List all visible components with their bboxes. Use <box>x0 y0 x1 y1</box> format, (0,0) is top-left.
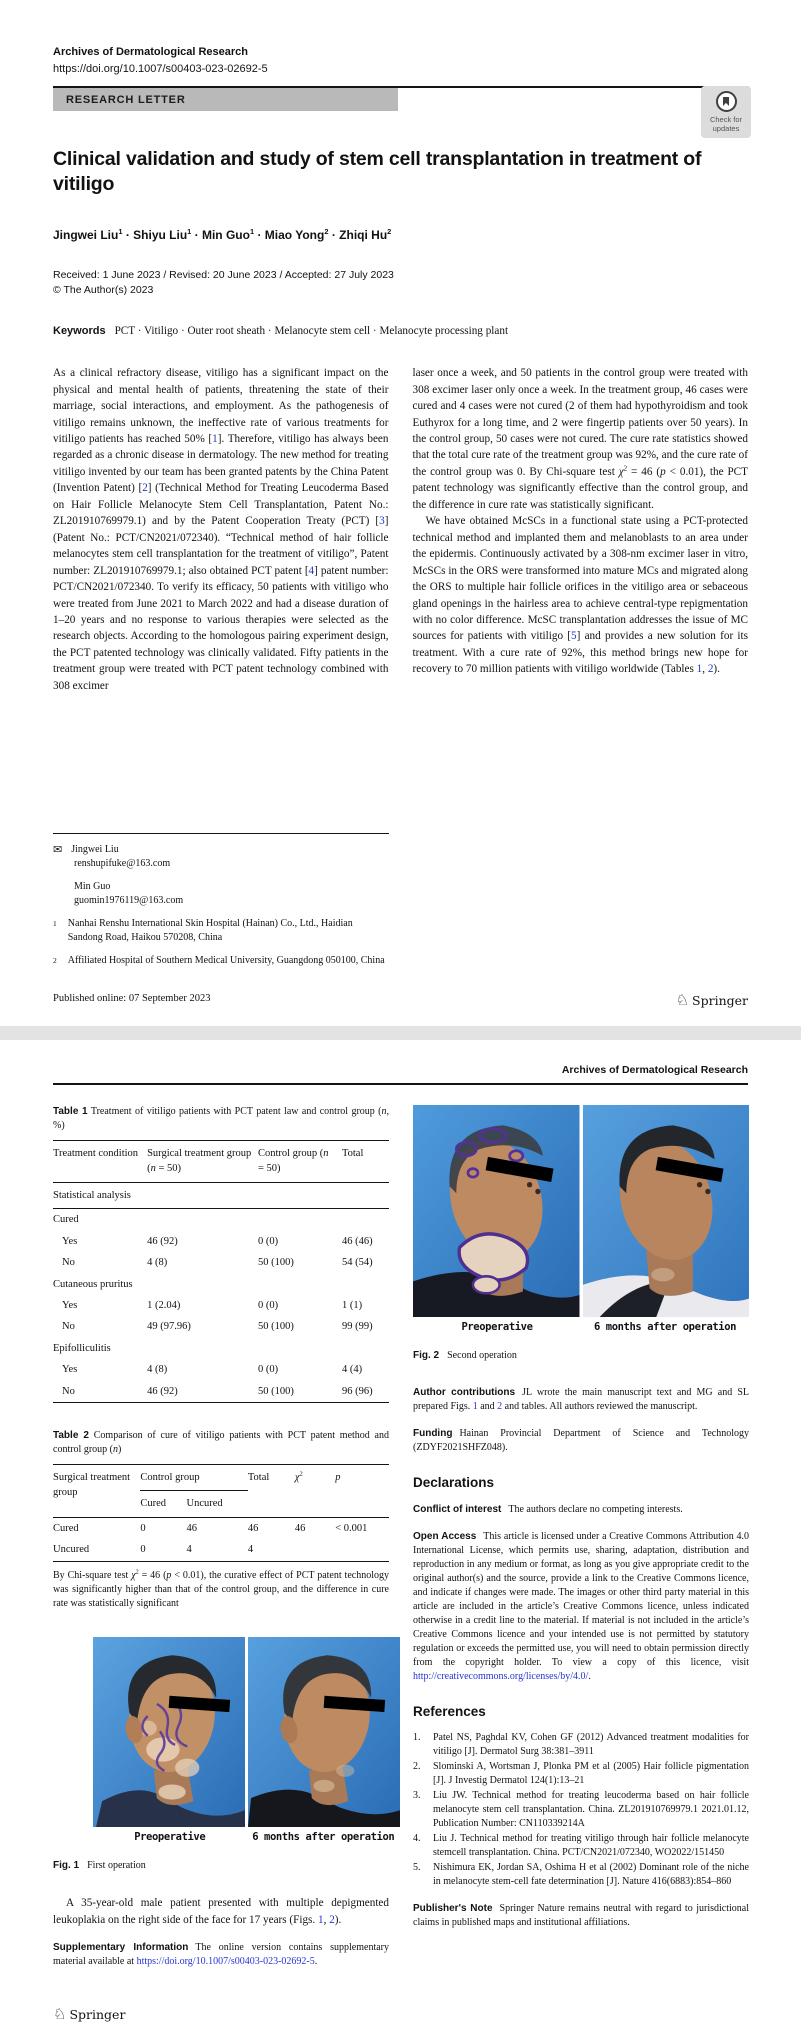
citation-link[interactable]: 4 <box>308 564 315 577</box>
column-header: Total <box>248 1465 295 1518</box>
footnote-block <box>53 833 389 968</box>
citation-link[interactable]: 1 <box>472 1400 478 1412</box>
table-row: No 49 (97.96) 50 (100) 99 (99) <box>62 1321 373 1333</box>
fig1-postoperative-photo <box>248 1637 400 1827</box>
table-row: Cured <box>53 1214 79 1226</box>
table-row: Yes 46 (92) 0 (0) 46 (46) <box>62 1235 373 1247</box>
citation-link[interactable]: 2 <box>142 482 148 495</box>
table-1 <box>53 1140 389 1403</box>
citation-link[interactable]: 5 <box>571 630 577 643</box>
page2-column-left <box>53 1105 395 1969</box>
published-online: Published online: 07 September 2023 <box>53 993 211 1004</box>
doi-link[interactable]: https://doi.org/10.1007/s00403-023-02692-5 <box>53 62 268 75</box>
column-header: Control group <box>140 1465 248 1491</box>
body-columns <box>53 365 748 694</box>
springer-logo: ♘ Springer <box>675 991 748 1009</box>
publishers-note: Publisher's Note Springer Nature remains neutral with regard to jurisdictional claims in published maps and institutional affiliations. <box>413 1902 749 1928</box>
page2-column-right <box>413 1105 749 1969</box>
table1-body <box>53 1209 389 1403</box>
fig2-photo-labels <box>413 1317 749 1333</box>
reference-item: 4. Liu J. Technical method for treating vitiligo through hair follicle melanocyte stemcell transplantation. China. PCT/CN2021/072340, WO2022/151450 <box>413 1832 749 1858</box>
table-row: Yes 4 (8) 0 (0) 4 (4) <box>62 1364 363 1376</box>
body-column-left <box>53 365 389 694</box>
column-header: Surgical treatment group (n = 50) <box>147 1141 258 1183</box>
authors-line: Jingwei Liu$^1$ · Shiyu Liu$^1$ · Min Guo$^1$ · Miao Yong$^2$ · Zhiqi Hu$^2$ <box>53 226 392 242</box>
table-row: Uncured 0 4 4 <box>53 1544 254 1556</box>
running-head: Archives of Dermatological Research <box>53 1064 748 1085</box>
citation-link[interactable]: http://creativecommons.org/licenses/by/4.0/ <box>413 1670 589 1682</box>
citation-link[interactable]: 3 <box>379 515 385 528</box>
article-type-banner: RESEARCH LETTER <box>53 88 398 111</box>
conflict-of-interest: Conflict of interest The authors declare no competing interests. <box>413 1503 683 1515</box>
figure-2 <box>413 1105 749 1333</box>
table-row: Epifolliculitis <box>53 1342 111 1354</box>
table2-caption: Table 2 Comparison of cure of vitiligo patients with PCT patent method and control group (n) <box>53 1430 389 1456</box>
fig2-postoperative-photo <box>583 1105 750 1317</box>
copyright-line: © The Author(s) 2023 <box>53 284 154 297</box>
body-column-right <box>413 365 749 694</box>
reference-item: 5. Nishimura EK, Jordan SA, Oshima H et al (2002) Dominant role of the niche in melanocyte stem-cell fate determination [J]. Nature 416(6883):854–860 <box>413 1861 749 1887</box>
table-row: No 4 (8) 50 (100) 54 (54) <box>62 1257 373 1269</box>
table-row: Cutaneous pruritus <box>53 1278 133 1290</box>
citation-link[interactable]: 1 <box>318 1913 324 1926</box>
column-header: Treatment condition <box>53 1141 147 1183</box>
declarations-heading: Declarations <box>413 1474 495 1490</box>
keywords-text: PCT · Vitiligo · Outer root sheath · Melanocyte stem cell · Melanocyte processing plant <box>114 325 509 338</box>
open-access: Open Access This article is licensed under a Creative Commons Attribution 4.0 International License, which permits use, sharing, adaptation, distribution and reproduction in any medium or format, as long as you give appropriate credit to the original author(s) and the source, provide a link to the Creative Commons licence, and indicate if changes were made. The images or other third party material in this article are included in the article’s Creative Commons licence, unless indicated otherwise in a credit line to the material. If material is not included in the article’s Creative Commons licence and your intended use is not permitted by statutory regulation or exceeds the permitted use, you will need to obtain permission directly from the copyright holder. To view a copy of this licence, visit http://creativecommons.org/licenses/by/4.0/. <box>413 1530 749 1682</box>
fig2-preoperative-photo <box>413 1105 580 1317</box>
funding: Funding Hainan Provincial Department of Science and Technology (ZDYF2021SHFZ048). <box>413 1427 749 1453</box>
keywords-line <box>53 325 748 337</box>
table-2 <box>53 1464 389 1562</box>
check-updates-label: Check for updates <box>709 115 743 134</box>
page-2 <box>0 1040 801 2042</box>
column-header: p <box>335 1465 389 1518</box>
author-contributions: Author contributions JL wrote the main manuscript text and MG and SL prepared Figs. 1 and 2 and tables. All authors reviewed the manuscript. <box>413 1386 749 1412</box>
table1-section-label: Statistical analysis <box>53 1182 389 1208</box>
column-header: Total <box>342 1141 389 1183</box>
fig2-caption: Fig. 2 Second operation <box>413 1350 517 1361</box>
reference-item: 2. Slominski A, Wortsman J, Plonka PM et al (2005) Hair follicle pigmentation [J]. J Investig Dermatol 124(1):13–21 <box>413 1760 749 1786</box>
column-header: $\chi^2$ <box>295 1465 335 1518</box>
fig2-right-label: 6 months after operation <box>593 1321 737 1333</box>
envelope-icon: ✉ <box>53 843 63 856</box>
fig1-photo-labels <box>93 1827 400 1843</box>
article-title: Clinical validation and study of stem cell transplantation in treatment of vitiligo <box>53 148 702 196</box>
keywords-label: Keywords <box>53 325 106 338</box>
table2-body <box>53 1517 389 1561</box>
figure-1 <box>93 1637 400 1843</box>
corresponding-author-name: Jingwei Liu <box>71 843 119 855</box>
body-paragraph: laser once a week, and 50 patients in the control group were treated with 308 excimer laser only once a week. In the treatment group, 46 cases were cured and 4 cases were not cured (2 of them had hypothyroidism and took Euthyrox for a long time, and 2 were fingertip patients over 50 years). In the control group, 50 cases were not cured. The cure rate statistics showed that the total cure rate of the treatment group was 92%, and the cure rate of the control group was 0. By Chi-square test $\chi^2 = 46$ (p < 0.01), the PCT patent technology was significantly effective than the control group, and the difference in cure rate was statistically significant. <box>412 367 748 511</box>
reference-item: 1. Patel NS, Paghdal KV, Cohen GF (2012) Advanced treatment modalities for vitiligo [J]. Dermatol Surg 38:381–3911 <box>413 1731 749 1757</box>
springer-horse-icon: ♘ <box>675 991 690 1009</box>
table2-note: By Chi-square test $\chi^2 = 46$ (p < 0.01), the curative effect of PCT patent technology was significantly higher than that of the control group, and the difference in cure rate was statistically significant <box>53 1568 389 1609</box>
table-row: No 46 (92) 50 (100) 96 (96) <box>62 1385 373 1397</box>
column-header: Surgical treatment group <box>53 1465 140 1518</box>
corresponding-author-email: renshupifuke@163.com <box>74 858 171 869</box>
article-history: Received: 1 June 2023 / Revised: 20 June 2023 / Accepted: 27 July 2023 <box>53 268 394 281</box>
fig1-right-label: 6 months after operation <box>252 1830 395 1843</box>
column-header: Uncured <box>186 1491 247 1517</box>
citation-link[interactable]: 2 <box>497 1400 503 1412</box>
springer-horse-icon: ♘ <box>53 2005 67 2023</box>
fig1-left-label: Preoperative <box>134 1830 206 1843</box>
affiliation-item: 2 Affiliated Hospital of Southern Medical University, Guangdong 050100, China <box>53 955 385 966</box>
citation-link[interactable]: 2 <box>707 663 714 676</box>
journal-name: Archives of Dermatological Research <box>53 46 249 58</box>
fig2-left-label: Preoperative <box>461 1321 533 1333</box>
citation-link[interactable]: 2 <box>329 1913 335 1926</box>
citation-link[interactable]: https://doi.org/10.1007/s00403-023-02692-5 <box>136 1956 315 1968</box>
table1-header-row <box>53 1141 389 1183</box>
references-heading: References <box>413 1703 486 1719</box>
citation-link[interactable]: 1 <box>212 433 218 445</box>
column-header: Cured <box>140 1491 186 1517</box>
fig1-caption: Fig. 1 First operation <box>53 1859 146 1871</box>
references-list <box>413 1731 749 1889</box>
citation-link[interactable]: 1 <box>696 663 703 676</box>
body-paragraph: As a clinical refractory disease, vitiligo has a significant impact on the physical and mental health of patients, threatening the state of their marriage, social interactions, and employment. As the pathogenesis of vitiligo remains unknown, the ineffective rate of various treatments for vitiligo patients has reached 50% [1]. Therefore, vitiligo has always been regarded as a chronic disease in dermatology. The new method for treating vitiligo invented by our team has been granted patents by the China Patent (Invention Patent) [2] (Technical Method for Treating Leucoderma Based on Hair Follicle Melanocyte Stem Cell Transplantation, Patent No.: ZL201910769979.1) and by the Patent Cooperation Treaty (PCT) [3] (Patent No.: PCT/CN2021/072340). “Technical method of hair follicle melanocytes stem cell transplantation for the treatment of vitiligo”, Patent number: ZL201910769979.1; also obtained PCT patent [4] patent number: PCT/CN2021/072340. To verify its efficacy, 50 patients with vitiligo who were treated from June 2021 to March 2022 and had a disease duration of 1–20 years and no response to various therapies were selected as the research objects. According to the homologous pairing experiment design, the PCT patented technology was clinically validated. Fifty patients in the treatment group were treated with PCT patent technology combined with 308 excimer <box>53 367 389 692</box>
table1-caption: Table 1 Treatment of vitiligo patients with PCT patent law and control group (n, %) <box>53 1106 389 1131</box>
affiliations-list <box>53 917 389 968</box>
check-updates-icon <box>716 91 737 112</box>
corresponding-author-name: Min Guo <box>74 881 111 892</box>
case-paragraph: A 35-year-old male patient presented with multiple depigmented leukoplakia on the right side of the face for 17 years (Figs. 1, 2). <box>53 1897 389 1926</box>
body-paragraph: We have obtained McSCs in a functional state using a PCT-protected technical method and implanted them and melanoblasts to an area under the epidermis. Continuously activated by a 308-nm excimer laser in vitro, McSCs in the ORS were transformed into mature MCs and migrated along the ORS to multiple hair follicle orifices in the vitiligo area or sebaceous gland openings in the hairless area to achieve central-type repigmentation with no color difference. McSC transplantation addresses the issue of MC sources for patients with vitiligo [5] and provides a new solution for its treatment. With a cure rate of 92%, this method brings new hope for recovery to 70 million patients with vitiligo worldwide (Tables 1, 2). <box>412 515 748 676</box>
table-row: Cured 0 46 46 46 < 0.001 <box>53 1522 368 1534</box>
reference-item: 3. Liu JW. Technical method for treating leucoderma based on hair follicle melanocyte stem cell transplantation. China. ZL201910769979.1 2021.01.12, Publication Number: CN110339214A <box>413 1789 749 1829</box>
supplementary-information: Supplementary Information The online version contains supplementary material available at https://doi.org/10.1007/s00403-023-02692-5. <box>53 1942 389 1968</box>
springer-logo: ♘ Springer <box>53 2005 126 2023</box>
table-row: Yes 1 (2.04) 0 (0) 1 (1) <box>62 1299 363 1311</box>
correspondence <box>53 843 389 857</box>
column-header: Control group (n = 50) <box>258 1141 342 1183</box>
table2-header-row <box>53 1465 389 1491</box>
affiliation-item: 1 Nanhai Renshu International Skin Hospital (Hainan) Co., Ltd., Haidian Sandong Road, Haikou 570208, China <box>53 918 353 943</box>
check-for-updates-badge[interactable] <box>701 86 751 138</box>
fig1-preoperative-photo <box>93 1637 245 1827</box>
corresponding-author-email: guomin1976119@163.com <box>74 895 184 906</box>
